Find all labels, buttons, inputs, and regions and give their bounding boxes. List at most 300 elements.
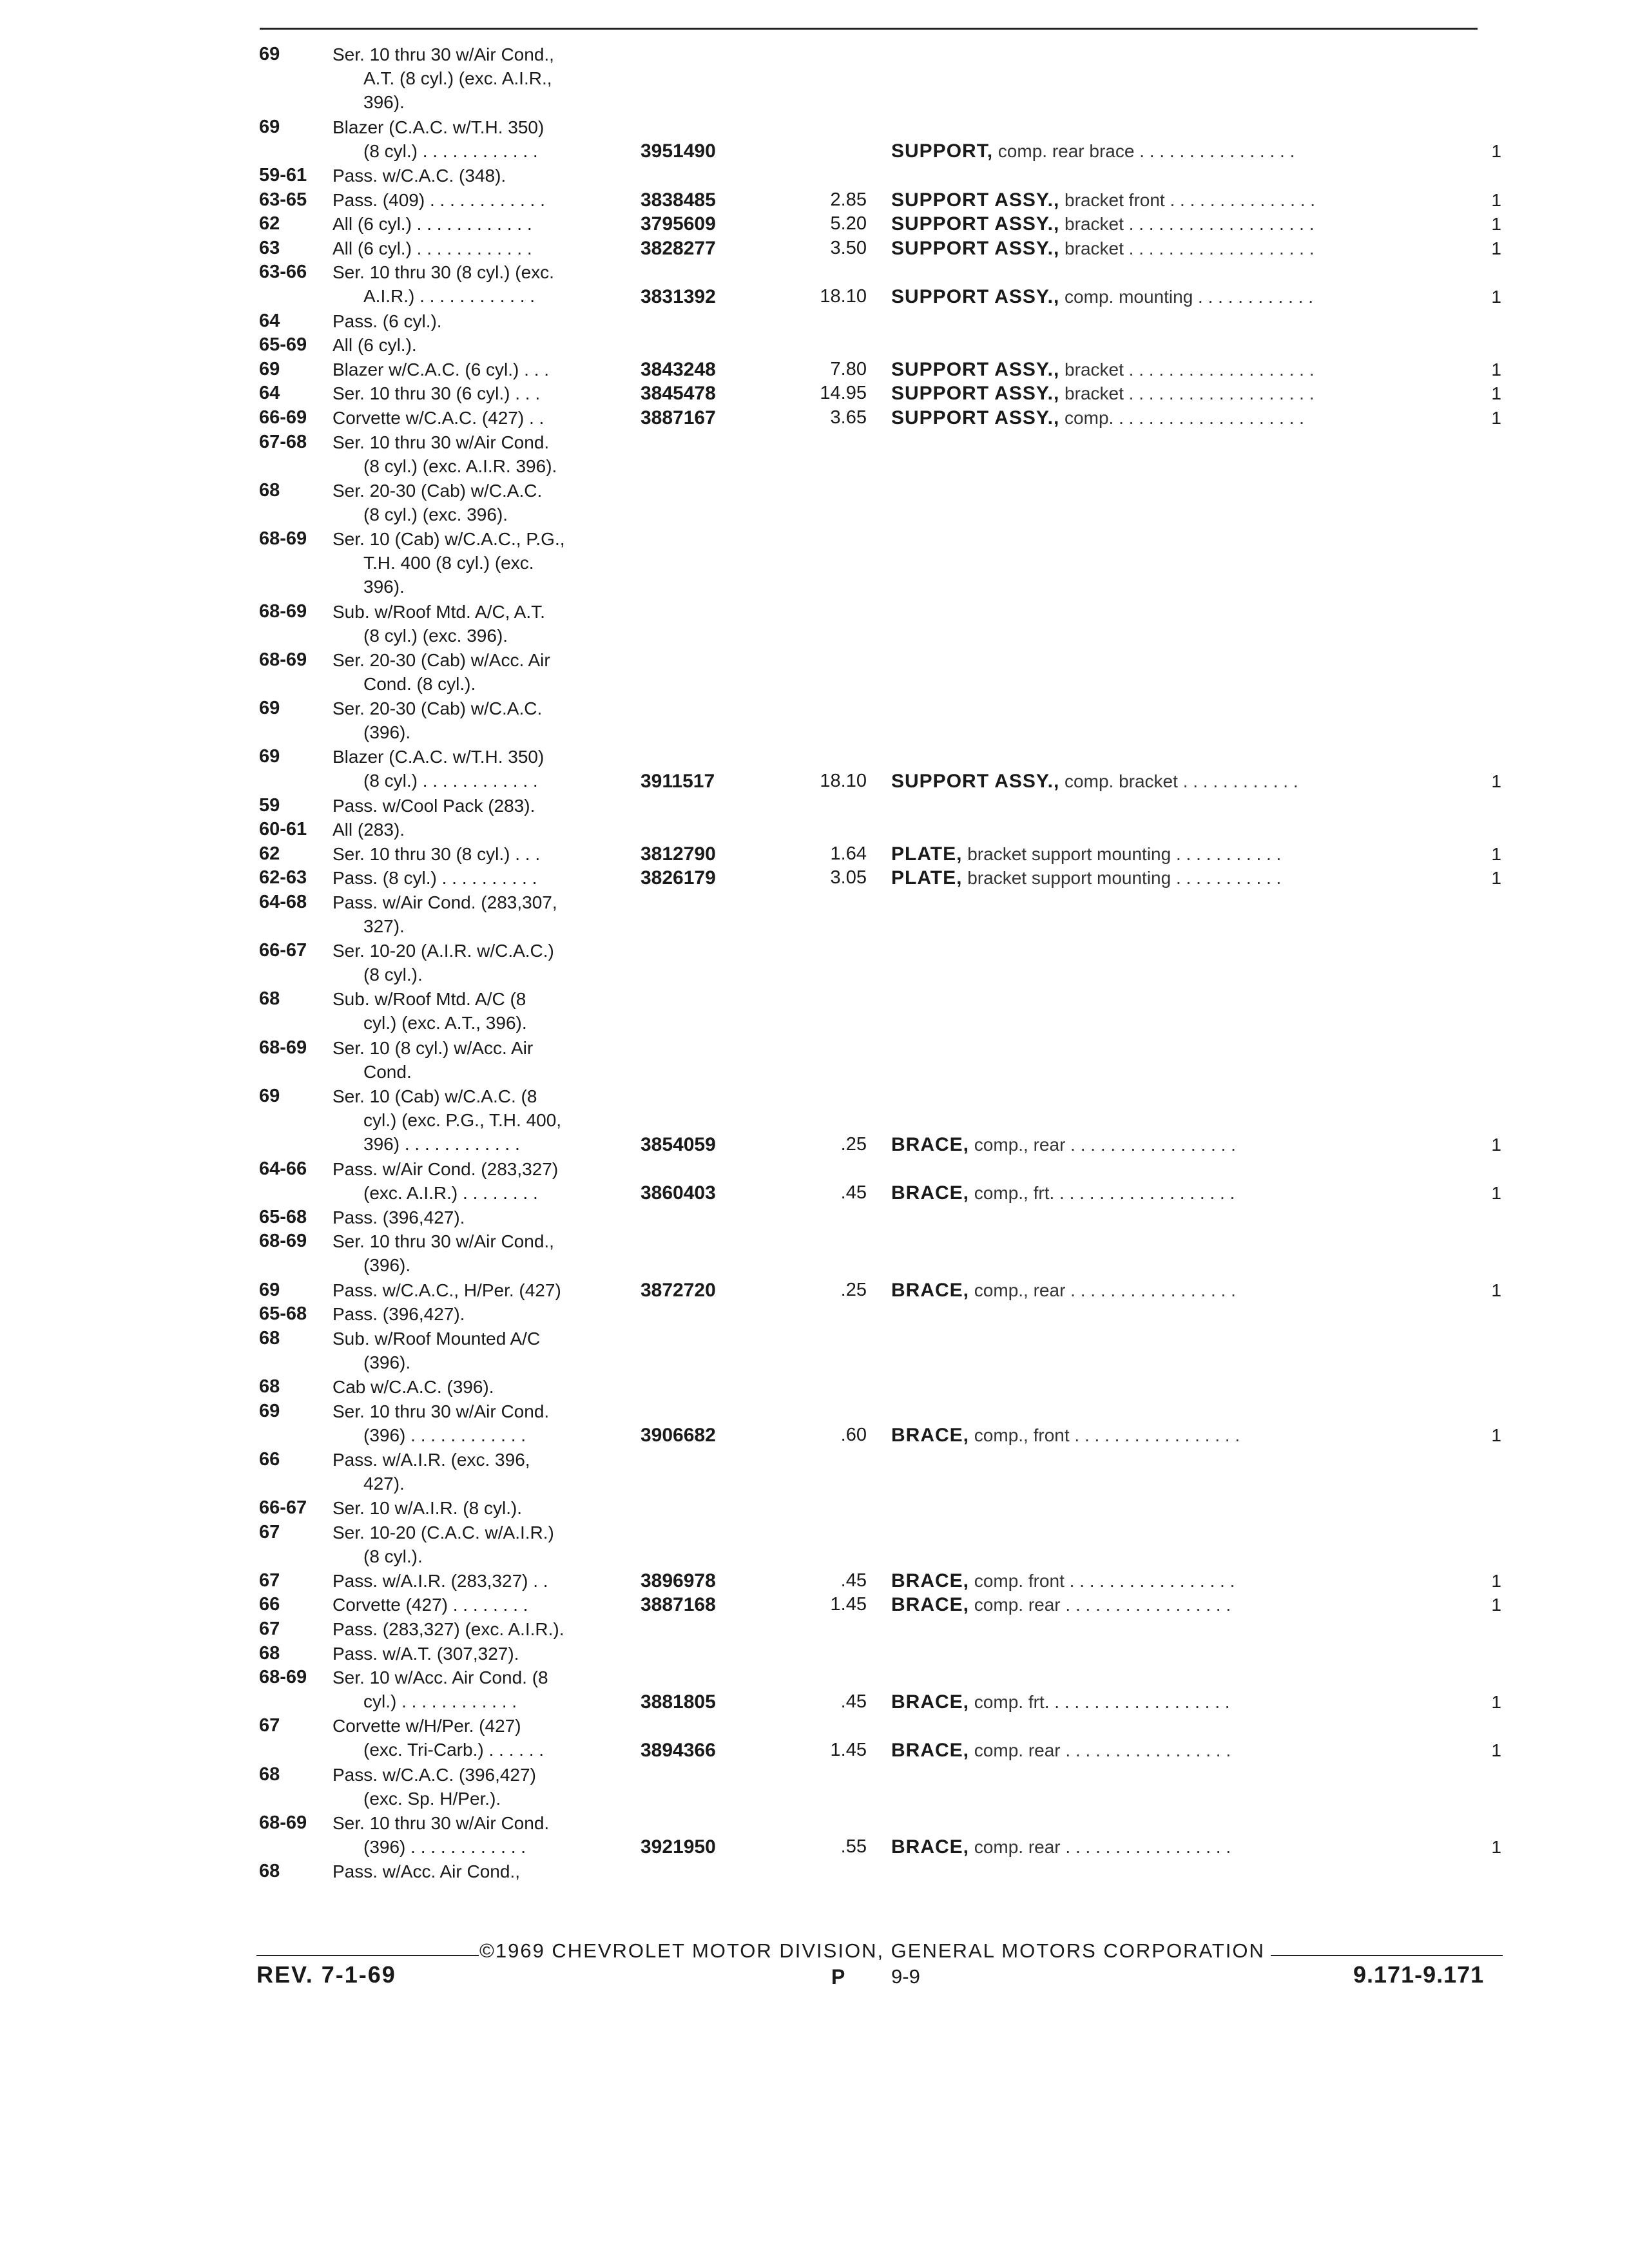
model-year: 66 xyxy=(259,1448,280,1470)
application-line: 396) . . . . . . . . . . . . xyxy=(363,1133,520,1154)
model-year: 64-68 xyxy=(259,892,307,912)
part-entry xyxy=(0,309,1629,334)
model-year: 59-61 xyxy=(259,165,307,186)
part-number: 3795609 xyxy=(641,213,716,235)
part-name: BRACE, xyxy=(891,1279,970,1301)
part-detail: comp., rear . . . . . . . . . . . . . . . . . xyxy=(969,1280,1236,1300)
part-entry xyxy=(0,697,1629,745)
part-entry xyxy=(0,1302,1629,1327)
part-entry xyxy=(0,866,1629,890)
application xyxy=(333,164,622,187)
part-detail: bracket front . . . . . . . . . . . . . . . xyxy=(1059,189,1316,210)
part-number: 3881805 xyxy=(641,1691,716,1713)
part-entry xyxy=(0,358,1629,382)
list-price: 1.64 xyxy=(830,843,867,864)
application xyxy=(333,236,622,260)
list-price: 14.95 xyxy=(820,383,867,404)
part-detail: comp., front . . . . . . . . . . . . . . . . . xyxy=(969,1425,1240,1446)
list-price: 3.65 xyxy=(830,407,867,428)
part-name: BRACE, xyxy=(891,1691,970,1713)
application xyxy=(333,333,622,357)
application-line: All (6 cyl.) . . . . . . . . . . . . xyxy=(333,214,532,235)
model-year: 69 xyxy=(259,1085,280,1106)
quantity: 1 xyxy=(1491,843,1501,864)
part-entry xyxy=(0,381,1629,406)
application-line: Sub. w/Roof Mounted A/C xyxy=(333,1328,541,1349)
model-year: 68-69 xyxy=(259,1037,307,1058)
application-line: Cond. (8 cyl.). xyxy=(363,674,476,694)
model-year: 65-68 xyxy=(259,1206,307,1227)
application-line: (396) . . . . . . . . . . . . xyxy=(363,1425,526,1445)
part-detail: bracket . . . . . . . . . . . . . . . . . . . xyxy=(1059,238,1315,258)
application-line: (396). xyxy=(363,1352,411,1372)
part-number: 3854059 xyxy=(641,1133,716,1155)
application-line: Corvette w/H/Per. (427) xyxy=(333,1716,521,1736)
application-line: Corvette w/C.A.C. (427) . . xyxy=(333,408,545,428)
part-entry xyxy=(0,600,1629,648)
part-number: 3826179 xyxy=(641,867,716,889)
quantity: 1 xyxy=(1491,286,1501,307)
application xyxy=(333,1399,622,1447)
part-number: 3887167 xyxy=(641,407,716,428)
model-year: 69 xyxy=(259,1279,280,1300)
application-line: Pass. (396,427). xyxy=(333,1207,465,1227)
part-entry xyxy=(0,818,1629,842)
part-description xyxy=(891,1278,1471,1302)
part-description xyxy=(891,285,1471,309)
model-year: 63 xyxy=(259,237,280,258)
application-line: All (6 cyl.). xyxy=(333,335,417,356)
quantity: 1 xyxy=(1491,1837,1501,1858)
application-line: Blazer (C.A.C. w/T.H. 350) xyxy=(333,117,545,137)
application xyxy=(333,697,622,744)
application-line: Ser. 10 w/A.I.R. (8 cyl.). xyxy=(333,1498,523,1518)
application-line: (396). xyxy=(363,722,411,743)
quantity: 1 xyxy=(1491,1280,1501,1300)
list-price: .55 xyxy=(840,1836,867,1858)
part-name: BRACE, xyxy=(891,1739,970,1761)
application-line: Ser. 10-20 (C.A.C. w/A.I.R.) xyxy=(333,1522,554,1542)
application xyxy=(333,890,622,938)
model-year: 66-67 xyxy=(259,940,307,961)
application xyxy=(333,1302,622,1326)
application-line: 327). xyxy=(363,916,405,936)
part-entry xyxy=(0,1714,1629,1762)
part-name: PLATE, xyxy=(891,843,963,865)
application-line: Pass. w/C.A.C., H/Per. (427) xyxy=(333,1280,561,1300)
part-detail: comp. mounting . . . . . . . . . . . . xyxy=(1059,286,1313,307)
quantity: 1 xyxy=(1491,189,1501,210)
application-line: A.I.R.) . . . . . . . . . . . . xyxy=(363,286,535,307)
application xyxy=(333,1036,622,1084)
application-line: (8 cyl.) (exc. 396). xyxy=(363,504,508,524)
quantity: 1 xyxy=(1491,1570,1501,1591)
part-detail: comp. rear . . . . . . . . . . . . . . . . . xyxy=(969,1837,1231,1858)
part-detail: comp. . . . . . . . . . . . . . . . . . . . xyxy=(1059,408,1304,428)
model-year: 67 xyxy=(259,1619,280,1639)
part-description xyxy=(891,1593,1471,1617)
part-detail: comp. rear brace . . . . . . . . . . . . . . . . xyxy=(993,141,1295,162)
part-entry xyxy=(0,212,1629,236)
model-year: 67 xyxy=(259,1570,280,1591)
part-entry xyxy=(0,1617,1629,1642)
quantity: 1 xyxy=(1491,359,1501,380)
application xyxy=(333,479,622,526)
part-entry xyxy=(0,1448,1629,1496)
part-entry xyxy=(0,1496,1629,1521)
application-line: (8 cyl.) (exc. A.I.R. 396). xyxy=(363,456,557,476)
model-year: 64 xyxy=(259,383,280,404)
model-year: 65-68 xyxy=(259,1303,307,1325)
part-number: 3860403 xyxy=(641,1182,716,1204)
application xyxy=(333,745,622,793)
footer-copyright: ©1969 CHEVROLET MOTOR DIVISION, GENERAL MOTORS CORPORATION xyxy=(479,1939,1265,1962)
application-line: Ser. 10 thru 30 w/Air Cond., xyxy=(333,1231,554,1252)
application-line: Pass. w/Air Cond. (283,307, xyxy=(333,892,557,912)
model-year: 68-69 xyxy=(259,601,307,622)
part-name: SUPPORT ASSY., xyxy=(891,383,1060,405)
part-number: 3911517 xyxy=(641,770,715,792)
quantity: 1 xyxy=(1491,141,1501,162)
model-year: 68-69 xyxy=(259,1667,307,1688)
part-entry xyxy=(0,236,1629,261)
quantity: 1 xyxy=(1491,1183,1501,1204)
part-entry xyxy=(0,745,1629,793)
part-detail: bracket . . . . . . . . . . . . . . . . . . . xyxy=(1059,383,1315,404)
application xyxy=(333,188,622,212)
part-detail: bracket . . . . . . . . . . . . . . . . . . . xyxy=(1059,359,1315,380)
application-line: 427). xyxy=(363,1473,405,1494)
list-price: .25 xyxy=(840,1133,867,1155)
application xyxy=(333,818,622,841)
part-entry xyxy=(0,333,1629,358)
model-year: 68 xyxy=(259,988,280,1010)
part-description xyxy=(891,1569,1471,1593)
part-entry xyxy=(0,406,1629,430)
part-name: BRACE, xyxy=(891,1594,970,1616)
part-entry xyxy=(0,1763,1629,1811)
application-line: Corvette (427) . . . . . . . . xyxy=(333,1595,528,1615)
model-year: 67 xyxy=(259,1521,280,1542)
application-line: (396). xyxy=(363,1255,411,1276)
model-year: 68 xyxy=(259,1861,280,1881)
application-line: Pass. w/Air Cond. (283,327) xyxy=(333,1158,559,1179)
application-line: Ser. 20-30 (Cab) w/C.A.C. xyxy=(333,698,543,719)
model-year: 68 xyxy=(259,1763,280,1785)
application xyxy=(333,1229,622,1277)
application xyxy=(333,1569,622,1593)
part-name: BRACE, xyxy=(891,1182,970,1204)
application xyxy=(333,1278,622,1302)
model-year: 68-69 xyxy=(259,1231,307,1252)
part-entry xyxy=(0,1399,1629,1448)
application-line: (8 cyl.) . . . . . . . . . . . . xyxy=(363,140,538,161)
quantity: 1 xyxy=(1491,238,1501,258)
application-line: All (283). xyxy=(333,820,405,840)
part-description xyxy=(891,188,1471,212)
list-price: 1.45 xyxy=(830,1594,867,1615)
part-description xyxy=(891,1835,1471,1859)
list-price: 7.80 xyxy=(830,358,867,380)
application xyxy=(333,1860,622,1883)
part-detail: bracket support mounting . . . . . . . . . . . xyxy=(962,868,1282,889)
application-line: (8 cyl.). xyxy=(363,1546,423,1566)
model-year: 66-69 xyxy=(259,407,307,428)
part-detail: comp., rear . . . . . . . . . . . . . . . . . xyxy=(969,1134,1236,1155)
application xyxy=(333,1157,622,1205)
model-year: 64 xyxy=(259,310,280,331)
part-entry xyxy=(0,1036,1629,1084)
application-line: Pass. (396,427). xyxy=(333,1304,465,1325)
application-line: Cond. xyxy=(363,1061,412,1082)
application-line: Ser. 10 (Cab) w/C.A.C. (8 xyxy=(333,1086,537,1106)
part-entry xyxy=(0,1593,1629,1617)
part-number: 3894366 xyxy=(641,1739,716,1761)
part-name: SUPPORT ASSY., xyxy=(891,213,1060,235)
application xyxy=(333,430,622,478)
part-name: SUPPORT ASSY., xyxy=(891,189,1060,211)
model-year: 66 xyxy=(259,1594,280,1615)
model-year: 62 xyxy=(259,213,280,235)
application-line: Pass. w/Cool Pack (283). xyxy=(333,795,535,816)
part-name: BRACE, xyxy=(891,1425,970,1446)
model-year: 68-69 xyxy=(259,528,307,549)
application-line: Blazer (C.A.C. w/T.H. 350) xyxy=(333,747,545,767)
part-description xyxy=(891,236,1471,260)
model-year: 63-65 xyxy=(259,189,307,210)
quantity: 1 xyxy=(1491,383,1501,404)
application-line: Pass. w/A.T. (307,327). xyxy=(333,1643,519,1664)
part-entry xyxy=(0,1811,1629,1860)
quantity: 1 xyxy=(1491,408,1501,428)
application-line: (8 cyl.) . . . . . . . . . . . . xyxy=(363,771,538,791)
part-entry xyxy=(0,794,1629,818)
model-year: 69 xyxy=(259,746,280,767)
part-name: BRACE, xyxy=(891,1133,970,1155)
part-entry xyxy=(0,1666,1629,1714)
part-entry xyxy=(0,1229,1629,1278)
part-name: SUPPORT ASSY., xyxy=(891,285,1060,307)
part-entry xyxy=(0,43,1629,115)
quantity: 1 xyxy=(1491,1134,1501,1155)
model-year: 68 xyxy=(259,1376,280,1397)
part-description xyxy=(891,381,1471,405)
part-entry xyxy=(0,1521,1629,1569)
part-description xyxy=(891,1133,1471,1157)
top-rule xyxy=(260,28,1478,30)
application-line: Ser. 10 thru 30 (8 cyl.) (exc. xyxy=(333,262,554,283)
application-line: Ser. 10 thru 30 w/Air Cond. xyxy=(333,1812,550,1833)
application xyxy=(333,794,622,818)
model-year: 66-67 xyxy=(259,1497,307,1518)
application xyxy=(333,1375,622,1399)
application-line: A.T. (8 cyl.) (exc. A.I.R., xyxy=(363,68,552,88)
model-year: 60-61 xyxy=(259,819,307,840)
application xyxy=(333,1084,622,1156)
part-number: 3812790 xyxy=(641,843,716,865)
model-year: 68 xyxy=(259,1327,280,1349)
application-line: Sub. w/Roof Mtd. A/C, A.T. xyxy=(333,601,545,622)
application xyxy=(333,43,622,114)
application xyxy=(333,1666,622,1713)
part-entry xyxy=(0,890,1629,939)
part-number: 3872720 xyxy=(641,1279,716,1301)
footer-page-number: 9-9 xyxy=(891,1965,920,1988)
part-number: 3838485 xyxy=(641,189,716,211)
application-line: T.H. 400 (8 cyl.) (exc. xyxy=(363,553,534,573)
part-number: 3896978 xyxy=(641,1570,716,1591)
application-line: Pass. (8 cyl.) . . . . . . . . . . xyxy=(333,868,537,889)
part-entry xyxy=(0,1084,1629,1157)
quantity: 1 xyxy=(1491,214,1501,235)
model-year: 63-66 xyxy=(259,262,307,283)
application-line: All (6 cyl.) . . . . . . . . . . . . xyxy=(333,238,532,258)
application xyxy=(333,1327,622,1374)
part-entry xyxy=(0,1206,1629,1230)
application-line: (exc. A.I.R.) . . . . . . . . xyxy=(363,1182,538,1203)
application-line: cyl.) (exc. A.T., 396). xyxy=(363,1013,527,1033)
part-number: 3887168 xyxy=(641,1594,716,1616)
footer-rule-left xyxy=(256,1955,479,1956)
quantity: 1 xyxy=(1491,1740,1501,1760)
application xyxy=(333,648,622,696)
application xyxy=(333,939,622,986)
part-entry xyxy=(0,1860,1629,1884)
application xyxy=(333,1593,622,1617)
part-entry xyxy=(0,164,1629,188)
part-description xyxy=(891,1738,1471,1762)
application xyxy=(333,381,622,405)
model-year: 62 xyxy=(259,843,280,864)
list-price: 1.45 xyxy=(830,1739,867,1760)
list-price: 3.50 xyxy=(830,237,867,258)
part-name: BRACE, xyxy=(891,1836,970,1858)
part-number: 3951490 xyxy=(641,140,716,162)
application-line: Pass. w/Acc. Air Cond., xyxy=(333,1861,520,1881)
list-price: .45 xyxy=(840,1691,867,1712)
part-name: SUPPORT ASSY., xyxy=(891,237,1060,259)
application-line: Pass. w/A.I.R. (283,327) . . xyxy=(333,1570,548,1591)
part-description xyxy=(891,358,1471,381)
part-entry xyxy=(0,1642,1629,1666)
part-entry xyxy=(0,260,1629,309)
list-price: 5.20 xyxy=(830,213,867,235)
model-year: 67 xyxy=(259,1715,280,1736)
part-name: SUPPORT ASSY., xyxy=(891,407,1060,428)
application-line: Sub. w/Roof Mtd. A/C (8 xyxy=(333,989,526,1010)
quantity: 1 xyxy=(1491,1425,1501,1446)
part-entry xyxy=(0,430,1629,479)
application-line: (396) . . . . . . . . . . . . xyxy=(363,1836,526,1857)
part-name: BRACE, xyxy=(891,1570,970,1591)
model-year: 65-69 xyxy=(259,334,307,356)
application-line: Ser. 10 thru 30 (8 cyl.) . . . xyxy=(333,843,541,864)
part-number: 3843248 xyxy=(641,358,716,380)
part-description xyxy=(891,1690,1471,1714)
application-line: 396). xyxy=(363,92,405,112)
model-year: 69 xyxy=(259,44,280,64)
model-year: 67-68 xyxy=(259,431,307,452)
list-price: .60 xyxy=(840,1425,867,1446)
model-year: 68-69 xyxy=(259,649,307,670)
application-line: 396). xyxy=(363,577,405,597)
model-year: 68 xyxy=(259,1642,280,1664)
part-detail: bracket support mounting . . . . . . . . . . . xyxy=(962,843,1282,864)
application-line: Pass. w/C.A.C. (396,427) xyxy=(333,1764,536,1785)
part-detail: bracket . . . . . . . . . . . . . . . . . . . xyxy=(1059,214,1315,235)
part-description xyxy=(891,842,1471,866)
part-number: 3845478 xyxy=(641,383,716,405)
application-line: Ser. 10 thru 30 w/Air Cond. xyxy=(333,432,550,452)
part-entry xyxy=(0,115,1629,164)
application xyxy=(333,987,622,1035)
footer-index: 9.171-9.171 xyxy=(1353,1961,1485,1988)
application-line: Ser. 20-30 (Cab) w/C.A.C. xyxy=(333,480,543,501)
application-line: cyl.) . . . . . . . . . . . . xyxy=(363,1691,517,1712)
application xyxy=(333,1763,622,1811)
part-name: SUPPORT, xyxy=(891,140,994,162)
footer-revision: REV. 7-1-69 xyxy=(256,1961,396,1988)
list-price: .25 xyxy=(840,1279,867,1300)
application-line: (8 cyl.) (exc. 396). xyxy=(363,625,508,646)
model-year: 69 xyxy=(259,1400,280,1421)
model-year: 68-69 xyxy=(259,1812,307,1833)
application xyxy=(333,842,622,866)
footer-rule-right xyxy=(1271,1955,1503,1956)
model-year: 59 xyxy=(259,794,280,816)
application-line: Pass. w/C.A.C. (348). xyxy=(333,166,506,186)
application-line: Blazer w/C.A.C. (6 cyl.) . . . xyxy=(333,359,550,380)
part-detail: comp., frt. . . . . . . . . . . . . . . . . . . xyxy=(969,1183,1235,1204)
part-detail: comp. rear . . . . . . . . . . . . . . . . . xyxy=(969,1595,1231,1615)
application xyxy=(333,358,622,381)
application xyxy=(333,866,622,890)
application xyxy=(333,260,622,308)
part-entry xyxy=(0,1375,1629,1399)
application-line: Ser. 10 w/Acc. Air Cond. (8 xyxy=(333,1667,548,1688)
part-entry xyxy=(0,987,1629,1035)
list-price: .45 xyxy=(840,1570,867,1591)
application-line: Ser. 20-30 (Cab) w/Acc. Air xyxy=(333,650,550,670)
part-entry xyxy=(0,1569,1629,1593)
part-entry xyxy=(0,842,1629,867)
application xyxy=(333,212,622,236)
part-description xyxy=(891,769,1471,793)
application xyxy=(333,115,622,163)
part-description xyxy=(891,212,1471,236)
application-line: Ser. 10 (Cab) w/C.A.C., P.G., xyxy=(333,529,565,549)
part-entry xyxy=(0,648,1629,697)
part-entry xyxy=(0,939,1629,987)
list-price: 18.10 xyxy=(820,285,867,307)
part-number: 3828277 xyxy=(641,237,716,259)
part-name: SUPPORT ASSY., xyxy=(891,358,1060,380)
part-entry xyxy=(0,1327,1629,1375)
quantity: 1 xyxy=(1491,868,1501,889)
part-entry xyxy=(0,479,1629,527)
quantity: 1 xyxy=(1491,1595,1501,1615)
part-description xyxy=(891,866,1471,890)
application-line: Ser. 10 thru 30 w/Air Cond. xyxy=(333,1401,550,1421)
application-line: Pass. w/A.I.R. (exc. 396, xyxy=(333,1449,530,1470)
application xyxy=(333,406,622,430)
part-description xyxy=(891,1423,1471,1447)
application-line: Ser. 10 (8 cyl.) w/Acc. Air xyxy=(333,1037,534,1058)
part-number: 3831392 xyxy=(641,285,716,307)
application xyxy=(333,600,622,648)
part-entry xyxy=(0,527,1629,600)
application xyxy=(333,1617,622,1641)
